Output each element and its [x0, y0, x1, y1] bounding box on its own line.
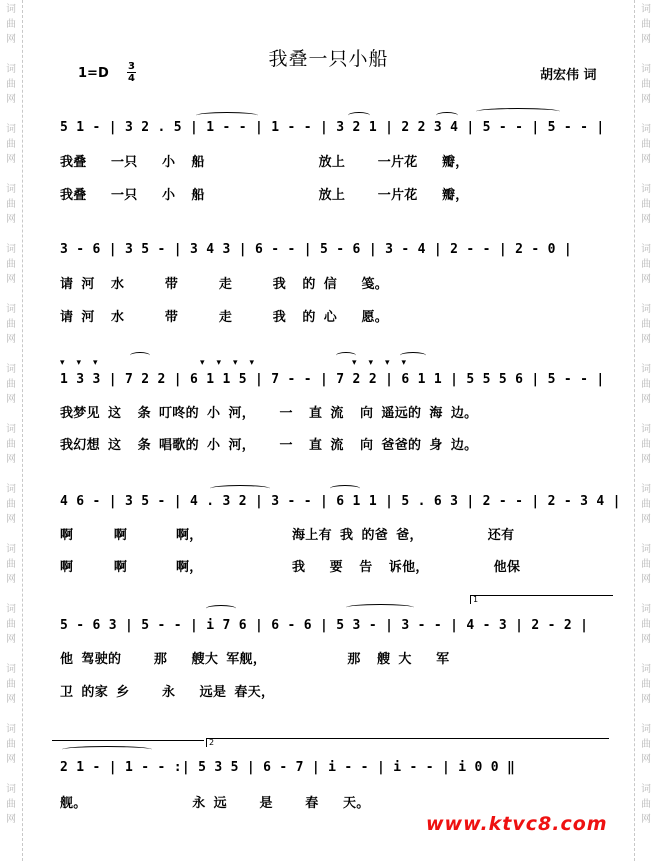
side-watermark-glyph: 网 [6, 334, 16, 345]
side-watermark-glyph: 网 [641, 454, 651, 465]
side-watermark-glyph: 曲 [6, 319, 16, 330]
side-watermark-glyph: 曲 [641, 139, 651, 150]
side-watermark-glyph: 网 [641, 94, 651, 105]
side-watermark-glyph: 曲 [641, 499, 651, 510]
side-watermark-glyph: 词 [641, 184, 651, 195]
slur [130, 352, 150, 359]
key-signature: 1=D [78, 66, 109, 81]
side-watermark-glyph: 网 [641, 394, 651, 405]
slur [348, 112, 370, 119]
side-watermark-glyph: 网 [6, 814, 16, 825]
side-watermark-glyph: 曲 [6, 259, 16, 270]
side-watermark-glyph: 网 [6, 94, 16, 105]
time-signature-bottom: 4 [128, 73, 135, 84]
side-watermark-glyph: 网 [6, 394, 16, 405]
side-watermark-glyph: 网 [6, 34, 16, 45]
slur [346, 604, 414, 611]
side-watermark-glyph: 网 [641, 34, 651, 45]
side-watermark-glyph: 词 [6, 604, 16, 615]
side-watermark-glyph: 网 [6, 754, 16, 765]
lyric-line-verse-1: 我梦见 这 条 叮咚的 小 河， 一 直 流 向 遥远的 海 边。 [60, 406, 478, 421]
side-watermark-glyph: 曲 [6, 199, 16, 210]
side-watermark-glyph: 词 [641, 364, 651, 375]
side-watermark-glyph: 曲 [641, 319, 651, 330]
slur [206, 605, 236, 612]
side-watermark-glyph: 词 [6, 484, 16, 495]
slur [210, 485, 270, 492]
side-watermark-glyph: 网 [6, 214, 16, 225]
side-watermark-glyph: 曲 [6, 379, 16, 390]
side-watermark-glyph: 曲 [6, 799, 16, 810]
side-watermark-glyph: 曲 [641, 799, 651, 810]
slur [476, 108, 560, 115]
side-watermark-glyph: 网 [641, 214, 651, 225]
side-watermark-glyph: 词 [641, 664, 651, 675]
side-watermark-glyph: 词 [641, 604, 651, 615]
side-watermark-glyph: 网 [6, 274, 16, 285]
side-watermark-glyph: 曲 [641, 259, 651, 270]
side-watermark-glyph: 词 [641, 4, 651, 15]
notation-line: 4 6 - | 3 5 - | 4 . 3 2 | 3 - - | 6 1 1 | 5 . 6 3 | 2 - - | 2 - 3 4 | [60, 494, 621, 509]
side-watermark-glyph: 词 [6, 124, 16, 135]
side-watermark-glyph: 词 [641, 64, 651, 75]
side-watermark-glyph: 网 [6, 154, 16, 165]
first-ending-bracket: 1 [470, 595, 613, 604]
side-watermark-glyph: 词 [6, 424, 16, 435]
lyric-line-verse-1: 他 驾驶的 那 艘大 军舰， 那 艘 大 军 [60, 652, 450, 667]
side-watermark-glyph: 网 [6, 634, 16, 645]
lyric-line-verse-1: 我叠 一只 小 船 放上 一片花 瓣， [60, 155, 469, 170]
notation-line: 2 1 - | 1 - - :| 5 3 5 | 6 - 7 | i - - | i - - | i 0 0 ‖ [60, 760, 516, 775]
side-watermark-glyph: 词 [641, 784, 651, 795]
notation-line: 5 - 6 3 | 5 - - | i 7 6 | 6 - 6 | 5 3 - | 3 - - | 4 - 3 | 2 - 2 | [60, 618, 589, 633]
notation-line: 1 3 3 | 7 2 2 | 6 1 1 5 | 7 - - | 7 2 2 | 6 1 1 | 5 5 5 6 | 5 - - | [60, 372, 605, 387]
lyric-line: 舰。 永 远 是 春 天。 [60, 796, 370, 811]
side-watermark-glyph: 词 [6, 364, 16, 375]
slur [436, 112, 458, 119]
time-signature [127, 61, 136, 84]
side-watermark-glyph: 曲 [641, 439, 651, 450]
side-watermark-glyph: 曲 [6, 559, 16, 570]
notation-line: 5 1 - | 3 2 . 5 | 1 - - | 1 - - | 3 2 1 | 2 2 3 4 | 5 - - | 5 - - | [60, 120, 605, 135]
lyric-line-verse-2: 啊 啊 啊， 我 要 告 诉他， 他保 [60, 560, 521, 575]
side-watermark-glyph: 词 [641, 544, 651, 555]
side-watermark-glyph: 网 [641, 754, 651, 765]
side-watermark-glyph: 曲 [6, 739, 16, 750]
second-ending-bracket: 2 [206, 738, 609, 747]
time-signature-top: 3 [128, 61, 135, 72]
upper-dots: ▾▾▾▾ [352, 358, 419, 368]
lyric-line-verse-2: 卫 的家 乡 永 远是 春天， [60, 685, 275, 700]
side-watermark-glyph: 词 [6, 544, 16, 555]
side-watermark-glyph: 网 [641, 334, 651, 345]
side-watermark-glyph: 词 [6, 4, 16, 15]
side-watermark-glyph: 曲 [641, 79, 651, 90]
side-watermark-glyph: 曲 [6, 139, 16, 150]
lyric-line-verse-2: 我叠 一只 小 船 放上 一片花 瓣， [60, 188, 469, 203]
lyric-line-verse-1: 啊 啊 啊， 海上有 我 的爸 爸， 还有 [60, 528, 515, 543]
side-watermark-glyph: 词 [6, 784, 16, 795]
side-watermark-glyph: 曲 [641, 559, 651, 570]
side-watermark-glyph: 词 [6, 724, 16, 735]
side-watermark-glyph: 曲 [6, 19, 16, 30]
side-watermark-glyph: 曲 [641, 379, 651, 390]
right-side-watermark-strip [634, 0, 657, 861]
side-watermark-glyph: 词 [6, 184, 16, 195]
side-watermark-glyph: 曲 [6, 679, 16, 690]
side-watermark-glyph: 词 [641, 424, 651, 435]
side-watermark-glyph: 网 [641, 574, 651, 585]
slur [330, 485, 360, 492]
side-watermark-glyph: 网 [641, 514, 651, 525]
lyric-line-verse-1: 请 河 水 带 走 我 的 信 笺。 [60, 277, 389, 292]
side-watermark-glyph: 网 [641, 694, 651, 705]
side-watermark-glyph: 网 [641, 154, 651, 165]
side-watermark-glyph: 曲 [641, 199, 651, 210]
notation-line: 3 - 6 | 3 5 - | 3 4 3 | 6 - - | 5 - 6 | 3 - 4 | 2 - - | 2 - 0 | [60, 242, 572, 257]
side-watermark-glyph: 词 [6, 664, 16, 675]
side-watermark-glyph: 曲 [6, 79, 16, 90]
side-watermark-glyph: 词 [641, 244, 651, 255]
left-side-watermark-strip [0, 0, 23, 861]
song-title: 我叠一只小船 [268, 48, 389, 70]
side-watermark-glyph: 网 [6, 514, 16, 525]
lyric-line-verse-2: 我幻想 这 条 唱歌的 小 河， 一 直 流 向 爸爸的 身 边。 [60, 438, 478, 453]
side-watermark-glyph: 词 [641, 304, 651, 315]
side-watermark-glyph: 曲 [641, 739, 651, 750]
side-watermark-glyph: 网 [6, 694, 16, 705]
lyricist-credit: 胡宏伟 词 [540, 68, 597, 83]
side-watermark-glyph: 词 [6, 304, 16, 315]
lyric-line-verse-2: 请 河 水 带 走 我 的 心 愿。 [60, 310, 389, 325]
side-watermark-glyph: 曲 [641, 679, 651, 690]
side-watermark-glyph: 网 [641, 274, 651, 285]
side-watermark-glyph: 曲 [641, 19, 651, 30]
side-watermark-glyph: 词 [6, 244, 16, 255]
side-watermark-glyph: 网 [641, 634, 651, 645]
site-watermark: www.ktvc8.com [426, 813, 608, 835]
upper-dots: ▾▾▾▾ [200, 358, 267, 368]
side-watermark-glyph: 曲 [6, 439, 16, 450]
side-watermark-glyph: 网 [641, 814, 651, 825]
side-watermark-glyph: 曲 [6, 619, 16, 630]
side-watermark-glyph: 词 [6, 64, 16, 75]
upper-dots: ▾▾▾ [60, 358, 110, 368]
side-watermark-glyph: 词 [641, 724, 651, 735]
side-watermark-glyph: 词 [641, 484, 651, 495]
side-watermark-glyph: 曲 [6, 499, 16, 510]
side-watermark-glyph: 网 [6, 574, 16, 585]
slur [62, 746, 152, 753]
side-watermark-glyph: 网 [6, 454, 16, 465]
slur [196, 112, 258, 119]
side-watermark-glyph: 曲 [641, 619, 651, 630]
side-watermark-glyph: 词 [641, 124, 651, 135]
